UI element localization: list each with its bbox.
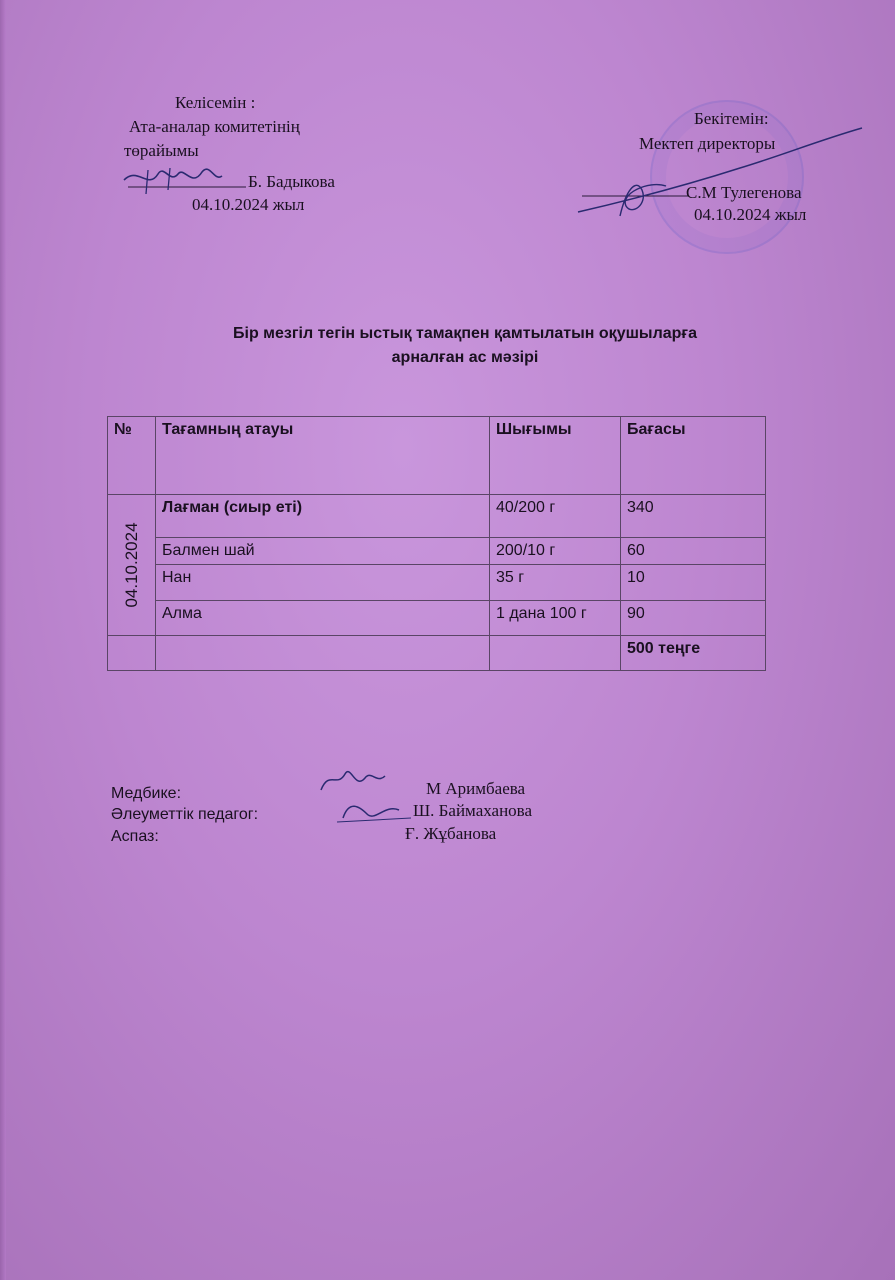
- signature-role: Медбике:: [111, 785, 182, 802]
- dish-price: 340: [621, 495, 766, 538]
- table-row: [108, 538, 766, 565]
- approval-right-name: С.М Тулегенова: [686, 183, 802, 202]
- table-row: [108, 495, 766, 538]
- table-row: [108, 601, 766, 636]
- dish-yield: 200/10 г: [490, 538, 621, 565]
- approval-left-line1: Ата-аналар комитетінің: [129, 117, 300, 136]
- dish-price: 10: [621, 565, 766, 601]
- document-title-line1: Бір мезгіл тегін ыстық тамақпен қамтылатын оқушыларға: [233, 325, 697, 342]
- dish-name: Нан: [156, 565, 490, 601]
- table-row: [108, 565, 766, 601]
- signature-staff-icon: [315, 760, 415, 830]
- table-total-row: [108, 636, 766, 671]
- dish-price: 60: [621, 538, 766, 565]
- approval-left-line2: төрайымы: [124, 141, 199, 160]
- header-price: Бағасы: [621, 417, 766, 495]
- approval-left-heading: Келісемін :: [175, 93, 256, 112]
- dish-name: Балмен шай: [156, 538, 490, 565]
- document-title-line2: арналған ас мәзірі: [391, 349, 539, 366]
- signature-name: М Аримбаева: [426, 779, 526, 798]
- signature-name: Ғ. Жұбанова: [405, 824, 497, 843]
- signature-role: Әлеуметтік педагог:: [111, 806, 259, 823]
- signature-name: Ш. Баймаханова: [413, 801, 533, 820]
- signature-role: Аспаз:: [111, 828, 159, 845]
- total-price: 500 теңге: [621, 636, 766, 671]
- approval-left-name: Б. Бадыкова: [248, 172, 335, 191]
- date-cell: [108, 495, 156, 636]
- dish-yield: 35 г: [490, 565, 621, 601]
- approval-right-position: Мектеп директоры: [639, 134, 776, 153]
- page-edge: [0, 0, 6, 1280]
- header-dish-name: Тағамның атауы: [156, 417, 490, 495]
- date-label: 04.10.2024: [121, 522, 141, 608]
- menu-table: [107, 416, 766, 671]
- approval-right-heading: Бекітемін:: [694, 109, 769, 128]
- approval-left-date: 04.10.2024 жыл: [192, 195, 305, 214]
- table-header-row: [108, 417, 766, 495]
- dish-name: Лағман (сиыр еті): [156, 495, 490, 538]
- header-number: №: [108, 417, 156, 495]
- dish-name: Алма: [156, 601, 490, 636]
- dish-yield: 40/200 г: [490, 495, 621, 538]
- signature-left-icon: [118, 160, 248, 200]
- dish-price: 90: [621, 601, 766, 636]
- dish-yield: 1 дана 100 г: [490, 601, 621, 636]
- approval-right-date: 04.10.2024 жыл: [694, 205, 807, 224]
- header-yield: Шығымы: [490, 417, 621, 495]
